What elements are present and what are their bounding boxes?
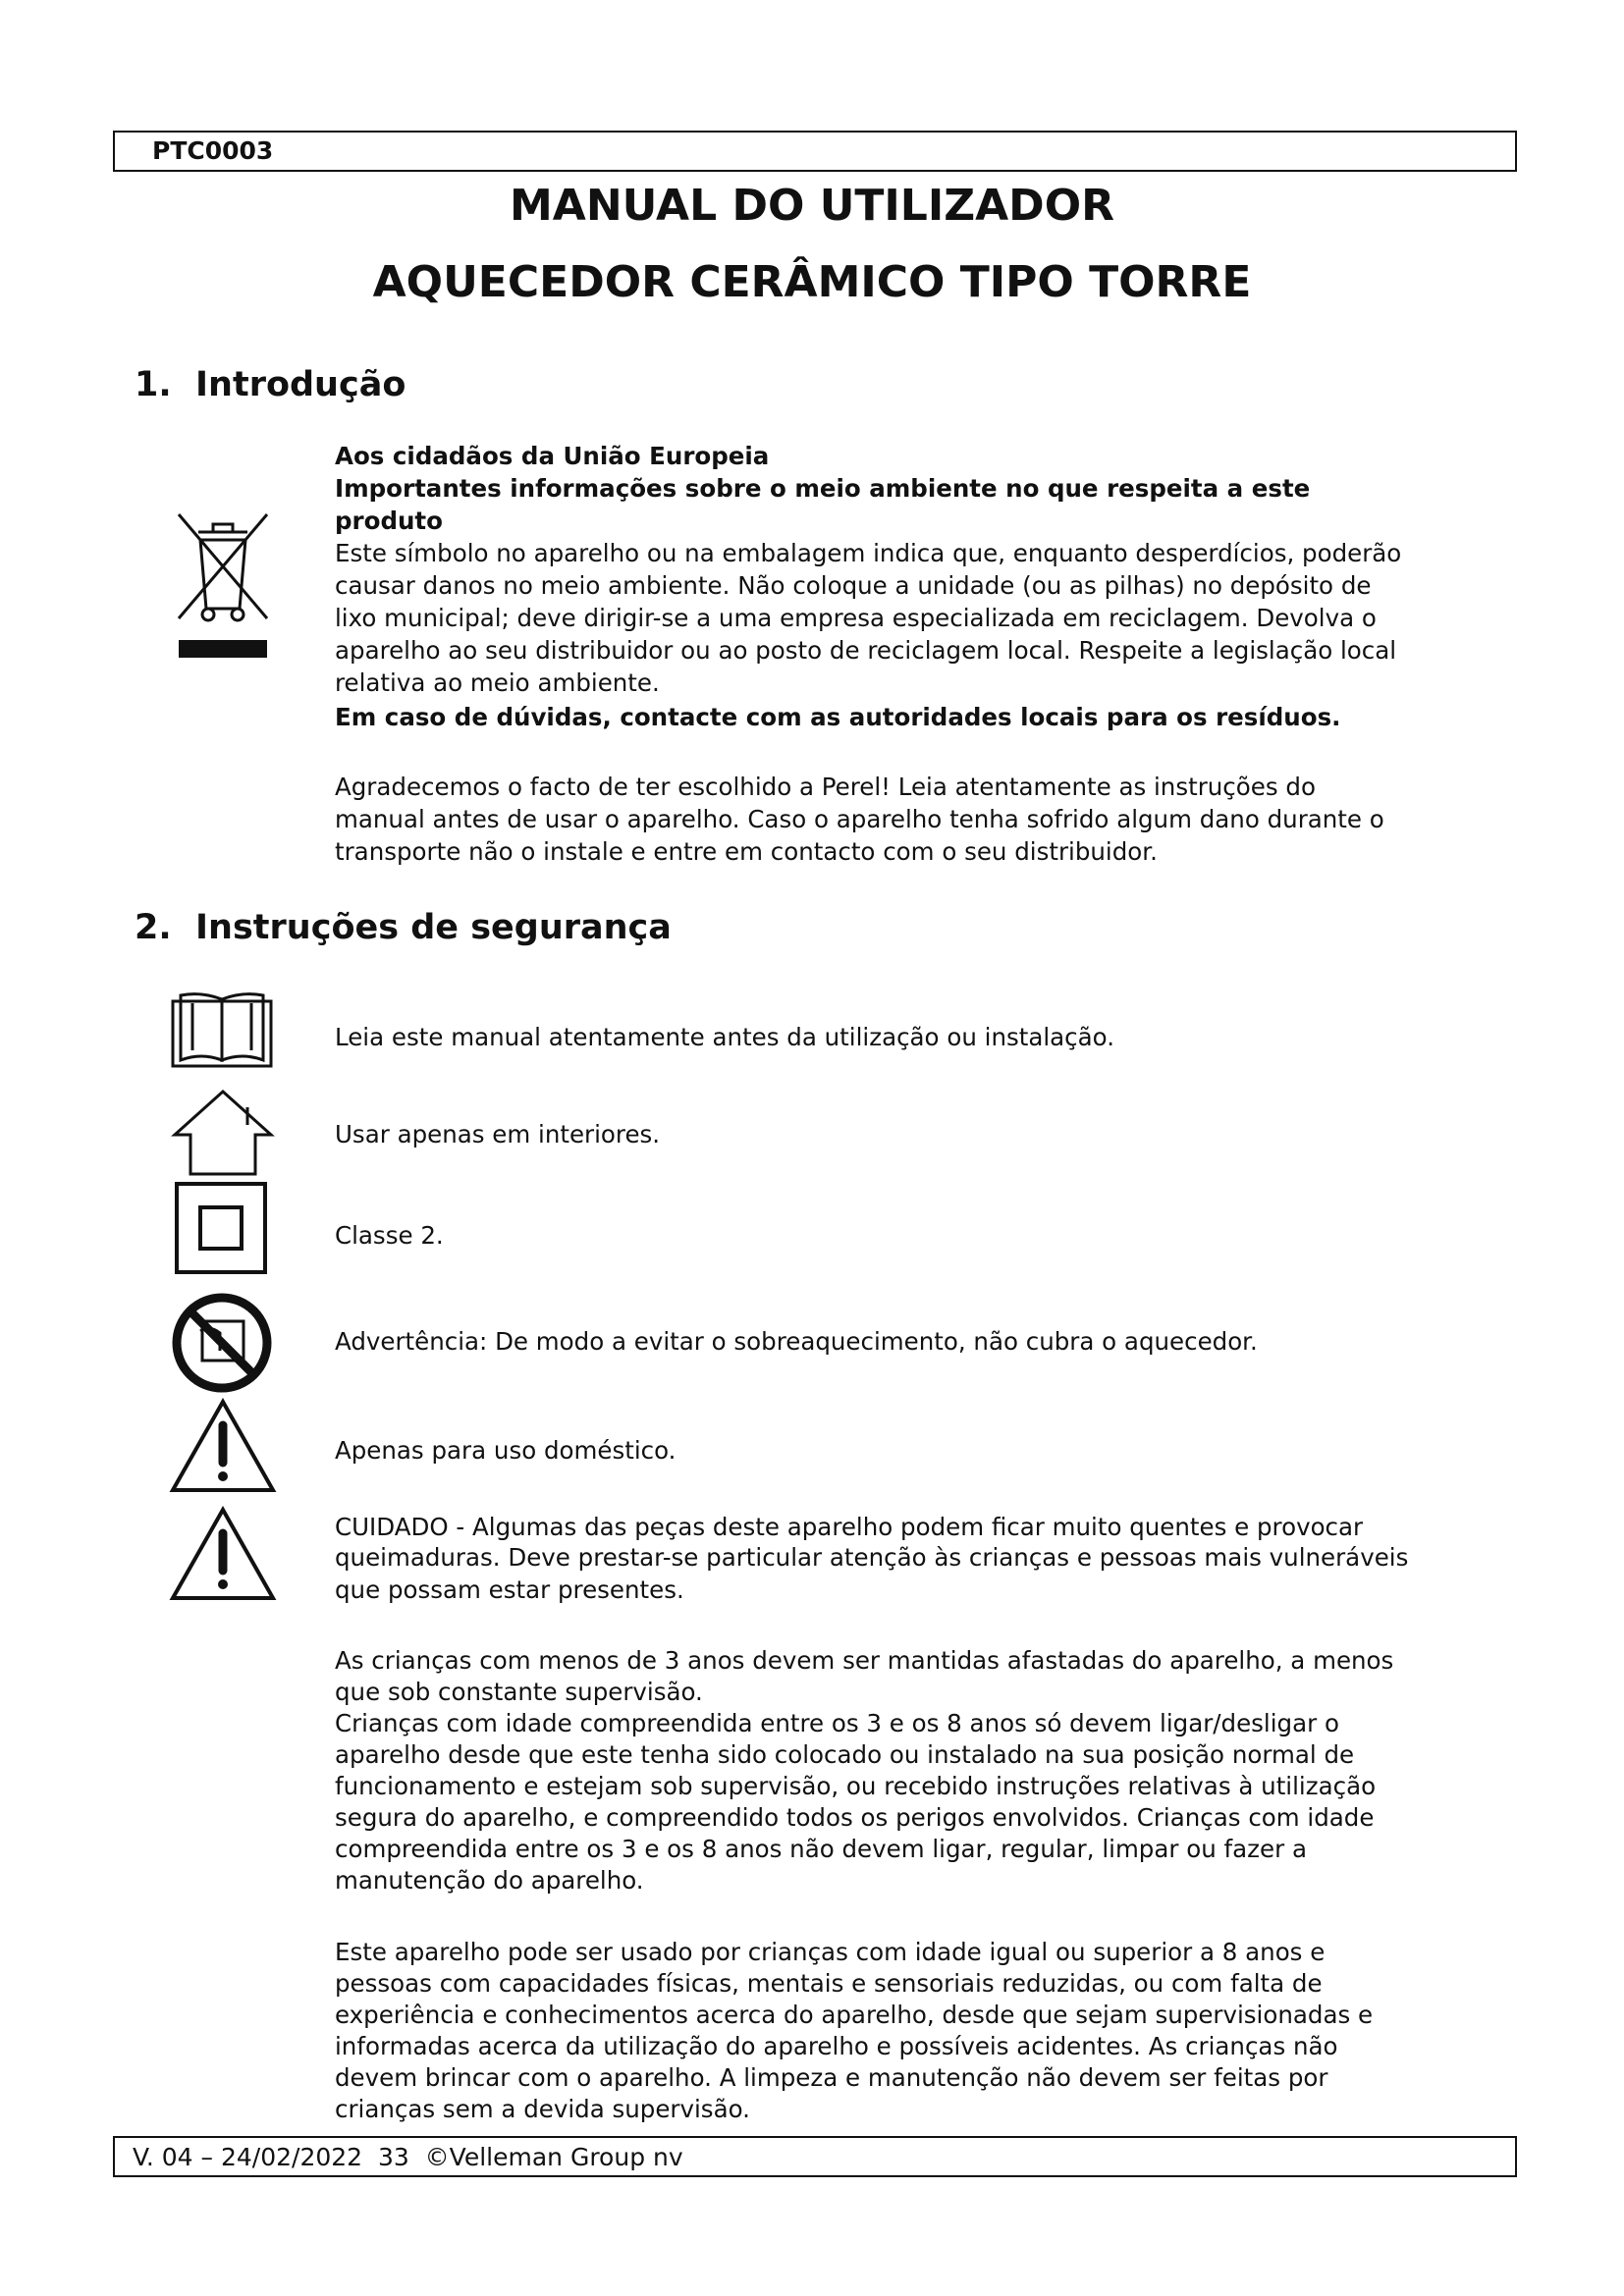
footer-box xyxy=(113,2136,1517,2177)
thanks-line2: manual antes de usar o aparelho. Caso o aparelho tenha sofrido algum dano durante o xyxy=(335,805,1384,833)
eu-title: Aos cidadãos da União Europeia xyxy=(335,442,770,470)
capacities-line3: experiência e conhecimentos acerca do aparelho, desde que sejam supervisionadas e xyxy=(335,2001,1374,2029)
caution-line3: que possam estar presentes. xyxy=(335,1575,684,1604)
caution-triangle-icon xyxy=(169,1506,277,1602)
capacities-line1: Este aparelho pode ser usado por crianças com idade igual ou superior a 8 anos e xyxy=(335,1938,1326,1966)
product-code: PTC0003 xyxy=(152,136,274,165)
document-title: MANUAL DO UTILIZADOR xyxy=(510,181,1114,231)
eu-body-line4: aparelho ao seu distribuidor ou ao posto de reciclagem local. Respeite a legislação local xyxy=(335,636,1397,665)
warning-triangle-icon xyxy=(169,1398,277,1494)
document-subtitle: AQUECEDOR CERÂMICO TIPO TORRE xyxy=(372,257,1252,307)
symbol-text-do-not-cover: Advertência: De modo a evitar o sobreaquecimento, não cubra o aquecedor. xyxy=(335,1327,1258,1356)
section-1-heading: 1. Introdução xyxy=(135,365,406,404)
children-line4: aparelho desde que este tenha sido colocado ou instalado na sua posição normal de xyxy=(335,1740,1355,1769)
eu-subtitle-line2: produto xyxy=(335,507,443,535)
capacities-line6: crianças sem a devida supervisão. xyxy=(335,2095,750,2123)
children-line6: segura do aparelho, e compreendido todos os perigos envolvidos. Crianças com idade xyxy=(335,1803,1375,1832)
header-box xyxy=(113,131,1517,172)
eu-subtitle-line1: Importantes informações sobre o meio ambiente no que respeita a este xyxy=(335,474,1311,503)
thanks-line3: transporte não o instale e entre em contacto com o seu distribuidor. xyxy=(335,837,1158,866)
eu-body-line3: lixo municipal; deve dirigir-se a uma empresa especializada em reciclagem. Devolva o xyxy=(335,604,1377,632)
footer-version: V. 04 – 24/02/2022 33 ©Velleman Group nv xyxy=(133,2143,683,2171)
eu-body-line1: Este símbolo no aparelho ou na embalagem indica que, enquanto desperdícios, poderão xyxy=(335,539,1402,567)
children-line3: Crianças com idade compreendida entre os 3 e os 8 anos só devem ligar/desligar o xyxy=(335,1709,1339,1737)
capacities-line5: devem brincar com o aparelho. A limpeza e manutenção não devem ser feitas por xyxy=(335,2063,1328,2092)
section-2-heading: 2. Instruções de segurança xyxy=(135,908,672,947)
capacities-line4: informadas acerca da utilização do aparelho e possíveis acidentes. As crianças não xyxy=(335,2032,1338,2060)
symbol-text-class2: Classe 2. xyxy=(335,1221,444,1250)
caution-line1: CUIDADO - Algumas das peças deste aparelho podem ficar muito quentes e provocar xyxy=(335,1513,1364,1541)
children-line1: As crianças com menos de 3 anos devem ser mantidas afastadas do aparelho, a menos xyxy=(335,1646,1394,1675)
capacities-line2: pessoas com capacidades físicas, mentais e sensoriais reduzidas, ou com falta de xyxy=(335,1969,1323,1998)
children-line8: manutenção do aparelho. xyxy=(335,1866,644,1895)
eu-contact: Em caso de dúvidas, contacte com as autoridades locais para os resíduos. xyxy=(335,703,1341,731)
weee-bin-icon xyxy=(169,510,277,667)
symbol-text-domestic: Apenas para uso doméstico. xyxy=(335,1436,677,1465)
symbol-text-manual: Leia este manual atentamente antes da utilização ou instalação. xyxy=(335,1023,1115,1051)
do-not-cover-icon xyxy=(171,1292,273,1394)
children-line7: compreendida entre os 3 e os 8 anos não devem ligar, regular, limpar ou fazer a xyxy=(335,1835,1307,1863)
caution-line2: queimaduras. Deve prestar-se particular atenção às crianças e pessoas mais vulneráveis xyxy=(335,1543,1409,1572)
manual-book-icon xyxy=(169,991,275,1070)
children-line2: que sob constante supervisão. xyxy=(335,1678,703,1706)
symbol-text-indoor: Usar apenas em interiores. xyxy=(335,1120,661,1148)
thanks-line1: Agradecemos o facto de ter escolhido a Perel! Leia atentamente as instruções do xyxy=(335,773,1316,801)
indoor-house-icon xyxy=(169,1088,277,1178)
eu-body-line5: relativa ao meio ambiente. xyxy=(335,668,660,697)
children-line5: funcionamento e estejam sob supervisão, ou recebido instruções relativas à utilização xyxy=(335,1772,1377,1800)
eu-body-line2: causar danos no meio ambiente. Não coloque a unidade (ou as pilhas) no depósito de xyxy=(335,571,1372,600)
class2-icon xyxy=(175,1182,267,1274)
